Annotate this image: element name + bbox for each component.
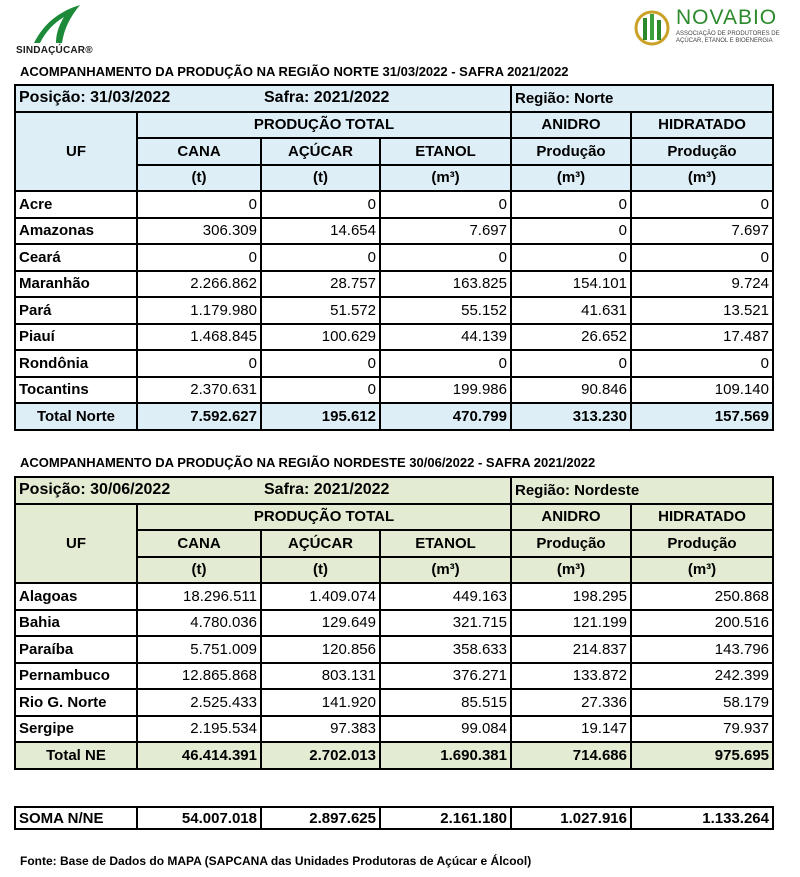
acucar-cell: 14.654 bbox=[261, 218, 380, 245]
cana-cell: 4.780.036 bbox=[137, 610, 261, 637]
cana-cell: 0 bbox=[137, 191, 261, 218]
nordeste-hidratado-unit: (m³) bbox=[631, 557, 773, 584]
acucar-cell: 51.572 bbox=[261, 297, 380, 324]
anidro-cell: 0 bbox=[511, 244, 631, 271]
norte-total-etanol: 470.799 bbox=[380, 403, 511, 430]
nordeste-total-hidratado: 975.695 bbox=[631, 742, 773, 769]
cana-cell: 5.751.009 bbox=[137, 636, 261, 663]
anidro-cell: 133.872 bbox=[511, 663, 631, 690]
acucar-cell: 0 bbox=[261, 244, 380, 271]
cana-cell: 1.468.845 bbox=[137, 324, 261, 351]
nordeste-producao-total-header: PRODUÇÃO TOTAL bbox=[137, 504, 511, 531]
anidro-cell: 198.295 bbox=[511, 583, 631, 610]
norte-section-title: ACOMPANHAMENTO DA PRODUÇÃO NA REGIÃO NORTE 31/03/2022 - SAFRA 2021/2022 bbox=[20, 64, 569, 79]
uf-cell: Pará bbox=[15, 297, 137, 324]
acucar-cell: 97.383 bbox=[261, 716, 380, 743]
nordeste-acucar-header: AÇÚCAR bbox=[261, 530, 380, 557]
uf-cell: Rondônia bbox=[15, 350, 137, 377]
table-row bbox=[15, 271, 773, 298]
cana-cell: 2.370.631 bbox=[137, 377, 261, 404]
uf-cell: Alagoas bbox=[15, 583, 137, 610]
table-row bbox=[15, 610, 773, 637]
hidratado-cell: 143.796 bbox=[631, 636, 773, 663]
norte-total-hidratado: 157.569 bbox=[631, 403, 773, 430]
nordeste-total-etanol: 1.690.381 bbox=[380, 742, 511, 769]
anidro-cell: 90.846 bbox=[511, 377, 631, 404]
etanol-cell: 376.271 bbox=[380, 663, 511, 690]
norte-total-row bbox=[15, 403, 773, 430]
uf-cell: Tocantins bbox=[15, 377, 137, 404]
acucar-cell: 28.757 bbox=[261, 271, 380, 298]
table-row bbox=[15, 191, 773, 218]
soma-etanol: 2.161.180 bbox=[380, 807, 511, 829]
anidro-cell: 19.147 bbox=[511, 716, 631, 743]
nordeste-cana-header: CANA bbox=[137, 530, 261, 557]
etanol-cell: 321.715 bbox=[380, 610, 511, 637]
hidratado-cell: 0 bbox=[631, 350, 773, 377]
norte-table bbox=[14, 84, 774, 431]
norte-safra: Safra: 2021/2022 bbox=[261, 85, 511, 112]
etanol-cell: 0 bbox=[380, 350, 511, 377]
nordeste-total-row bbox=[15, 742, 773, 769]
acucar-cell: 100.629 bbox=[261, 324, 380, 351]
hidratado-cell: 17.487 bbox=[631, 324, 773, 351]
nordeste-anidro-unit: (m³) bbox=[511, 557, 631, 584]
norte-posicao: Posição: 31/03/2022 bbox=[15, 85, 261, 112]
anidro-cell: 0 bbox=[511, 350, 631, 377]
anidro-cell: 26.652 bbox=[511, 324, 631, 351]
hidratado-cell: 242.399 bbox=[631, 663, 773, 690]
cana-cell: 2.525.433 bbox=[137, 689, 261, 716]
norte-anidro-header: ANIDRO bbox=[511, 112, 631, 139]
norte-position-row bbox=[15, 85, 773, 112]
nordeste-hidratado-producao-header: Produção bbox=[631, 530, 773, 557]
nordeste-position-row bbox=[15, 477, 773, 504]
cana-cell: 18.296.511 bbox=[137, 583, 261, 610]
soma-acucar: 2.897.625 bbox=[261, 807, 380, 829]
acucar-cell: 1.409.074 bbox=[261, 583, 380, 610]
source-footnote: Fonte: Base de Dados do MAPA (SAPCANA das Unidades Produtoras de Açúcar e Álcool) bbox=[20, 854, 532, 868]
soma-label: SOMA N/NE bbox=[15, 807, 137, 829]
norte-anidro-producao-header: Produção bbox=[511, 138, 631, 165]
table-row bbox=[15, 350, 773, 377]
anidro-cell: 27.336 bbox=[511, 689, 631, 716]
anidro-cell: 154.101 bbox=[511, 271, 631, 298]
norte-cana-unit: (t) bbox=[137, 165, 261, 192]
norte-hidratado-header: HIDRATADO bbox=[631, 112, 773, 139]
nordeste-total-cana: 46.414.391 bbox=[137, 742, 261, 769]
anidro-cell: 0 bbox=[511, 191, 631, 218]
table-row bbox=[15, 324, 773, 351]
anidro-cell: 121.199 bbox=[511, 610, 631, 637]
table-row bbox=[15, 244, 773, 271]
acucar-cell: 129.649 bbox=[261, 610, 380, 637]
uf-cell: Bahia bbox=[15, 610, 137, 637]
norte-hidratado-producao-header: Produção bbox=[631, 138, 773, 165]
hidratado-cell: 9.724 bbox=[631, 271, 773, 298]
etanol-cell: 99.084 bbox=[380, 716, 511, 743]
etanol-cell: 85.515 bbox=[380, 689, 511, 716]
nordeste-table bbox=[14, 476, 774, 770]
norte-producao-total-header: PRODUÇÃO TOTAL bbox=[137, 112, 511, 139]
nordeste-total-label: Total NE bbox=[15, 742, 137, 769]
nordeste-anidro-producao-header: Produção bbox=[511, 530, 631, 557]
hidratado-cell: 109.140 bbox=[631, 377, 773, 404]
norte-total-acucar: 195.612 bbox=[261, 403, 380, 430]
nordeste-anidro-header: ANIDRO bbox=[511, 504, 631, 531]
etanol-cell: 163.825 bbox=[380, 271, 511, 298]
nordeste-hidratado-header: HIDRATADO bbox=[631, 504, 773, 531]
nordeste-section-title: ACOMPANHAMENTO DA PRODUÇÃO NA REGIÃO NORDESTE 30/06/2022 - SAFRA 2021/2022 bbox=[20, 455, 596, 470]
anidro-cell: 41.631 bbox=[511, 297, 631, 324]
table-row bbox=[15, 689, 773, 716]
acucar-cell: 0 bbox=[261, 350, 380, 377]
nordeste-safra: Safra: 2021/2022 bbox=[261, 477, 511, 504]
hidratado-cell: 250.868 bbox=[631, 583, 773, 610]
uf-cell: Piauí bbox=[15, 324, 137, 351]
cana-cell: 1.179.980 bbox=[137, 297, 261, 324]
table-row bbox=[15, 663, 773, 690]
uf-cell: Pernambuco bbox=[15, 663, 137, 690]
acucar-cell: 0 bbox=[261, 191, 380, 218]
uf-cell: Sergipe bbox=[15, 716, 137, 743]
anidro-cell: 0 bbox=[511, 218, 631, 245]
etanol-cell: 449.163 bbox=[380, 583, 511, 610]
nordeste-regiao: Região: Nordeste bbox=[511, 477, 773, 504]
table-row bbox=[15, 377, 773, 404]
cana-cell: 2.195.534 bbox=[137, 716, 261, 743]
norte-header-row-1 bbox=[15, 112, 773, 139]
table-row bbox=[15, 716, 773, 743]
table-row bbox=[15, 583, 773, 610]
nordeste-total-anidro: 714.686 bbox=[511, 742, 631, 769]
norte-regiao: Região: Norte bbox=[511, 85, 773, 112]
uf-cell: Paraíba bbox=[15, 636, 137, 663]
hidratado-cell: 0 bbox=[631, 191, 773, 218]
novabio-logo-text: NOVABIO bbox=[676, 6, 778, 29]
hidratado-cell: 7.697 bbox=[631, 218, 773, 245]
acucar-cell: 803.131 bbox=[261, 663, 380, 690]
norte-acucar-header: AÇÚCAR bbox=[261, 138, 380, 165]
cana-cell: 0 bbox=[137, 350, 261, 377]
soma-table bbox=[14, 806, 774, 830]
nordeste-etanol-unit: (m³) bbox=[380, 557, 511, 584]
acucar-cell: 141.920 bbox=[261, 689, 380, 716]
norte-total-label: Total Norte bbox=[15, 403, 137, 430]
sindacucar-logo bbox=[16, 3, 94, 59]
nordeste-header-row-1 bbox=[15, 504, 773, 531]
table-row bbox=[15, 636, 773, 663]
soma-row bbox=[15, 807, 773, 829]
uf-cell: Ceará bbox=[15, 244, 137, 271]
nordeste-total-acucar: 2.702.013 bbox=[261, 742, 380, 769]
sindacucar-logo-icon bbox=[30, 3, 84, 45]
novabio-logo bbox=[634, 6, 794, 54]
uf-cell: Rio G. Norte bbox=[15, 689, 137, 716]
norte-uf-header: UF bbox=[15, 112, 137, 192]
cana-cell: 306.309 bbox=[137, 218, 261, 245]
table-row bbox=[15, 218, 773, 245]
hidratado-cell: 0 bbox=[631, 244, 773, 271]
nordeste-posicao: Posição: 30/06/2022 bbox=[15, 477, 261, 504]
uf-cell: Amazonas bbox=[15, 218, 137, 245]
norte-body bbox=[15, 191, 773, 403]
soma-hidratado: 1.133.264 bbox=[631, 807, 773, 829]
norte-total-cana: 7.592.627 bbox=[137, 403, 261, 430]
sindacucar-logo-text: SINDAÇÚCAR® bbox=[16, 45, 93, 56]
soma-anidro: 1.027.916 bbox=[511, 807, 631, 829]
acucar-cell: 0 bbox=[261, 377, 380, 404]
etanol-cell: 7.697 bbox=[380, 218, 511, 245]
norte-anidro-unit: (m³) bbox=[511, 165, 631, 192]
hidratado-cell: 79.937 bbox=[631, 716, 773, 743]
norte-hidratado-unit: (m³) bbox=[631, 165, 773, 192]
norte-total-anidro: 313.230 bbox=[511, 403, 631, 430]
soma-cana: 54.007.018 bbox=[137, 807, 261, 829]
anidro-cell: 214.837 bbox=[511, 636, 631, 663]
cana-cell: 2.266.862 bbox=[137, 271, 261, 298]
nordeste-etanol-header: ETANOL bbox=[380, 530, 511, 557]
etanol-cell: 0 bbox=[380, 244, 511, 271]
etanol-cell: 0 bbox=[380, 191, 511, 218]
nordeste-acucar-unit: (t) bbox=[261, 557, 380, 584]
norte-etanol-header: ETANOL bbox=[380, 138, 511, 165]
etanol-cell: 199.986 bbox=[380, 377, 511, 404]
novabio-logo-subtitle: ASSOCIAÇÃO DE PRODUTORES DE AÇÚCAR, ETANOL E BIOENERGIA bbox=[676, 31, 780, 44]
nordeste-uf-header: UF bbox=[15, 504, 137, 584]
norte-cana-header: CANA bbox=[137, 138, 261, 165]
novabio-logo-icon bbox=[634, 6, 670, 50]
cana-cell: 0 bbox=[137, 244, 261, 271]
nordeste-cana-unit: (t) bbox=[137, 557, 261, 584]
norte-etanol-unit: (m³) bbox=[380, 165, 511, 192]
cana-cell: 12.865.868 bbox=[137, 663, 261, 690]
hidratado-cell: 58.179 bbox=[631, 689, 773, 716]
uf-cell: Maranhão bbox=[15, 271, 137, 298]
acucar-cell: 120.856 bbox=[261, 636, 380, 663]
etanol-cell: 44.139 bbox=[380, 324, 511, 351]
norte-acucar-unit: (t) bbox=[261, 165, 380, 192]
uf-cell: Acre bbox=[15, 191, 137, 218]
hidratado-cell: 13.521 bbox=[631, 297, 773, 324]
hidratado-cell: 200.516 bbox=[631, 610, 773, 637]
etanol-cell: 358.633 bbox=[380, 636, 511, 663]
etanol-cell: 55.152 bbox=[380, 297, 511, 324]
nordeste-body bbox=[15, 583, 773, 742]
table-row bbox=[15, 297, 773, 324]
